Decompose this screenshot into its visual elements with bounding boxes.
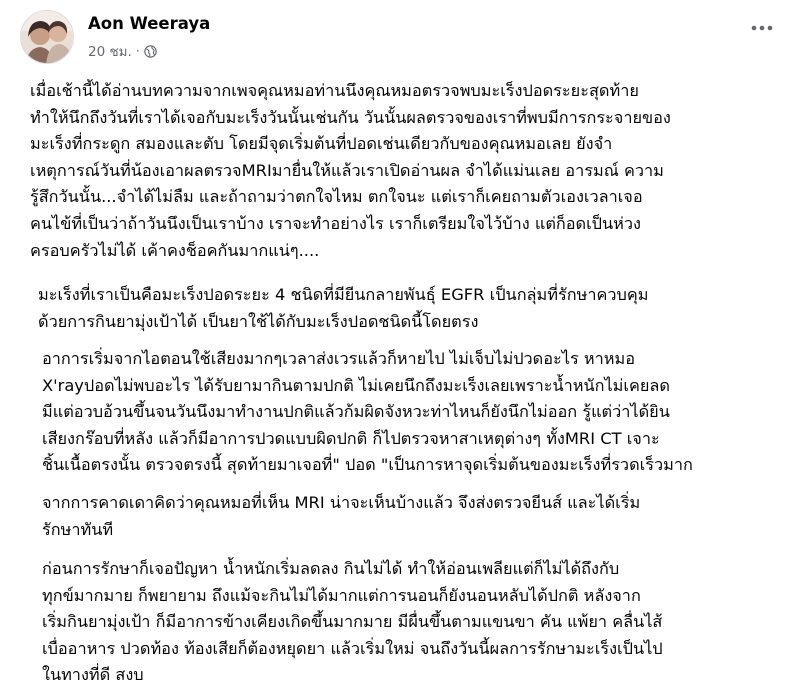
post-header [20,10,780,66]
post-paragraph: จากการคาดเดาคิดว่าคุณหมอที่เห็น MRI น่าจะเห็นบ้างแล้ว จึงส่งตรวจยีนส์ และได้เริ่ม รักษาทันที [42,493,641,539]
author-name[interactable]: Aon Weeraya [88,14,211,33]
avatar-photo [21,11,74,64]
post-paragraph: เมื่อเช้านี้ได้อ่านบทความจากเพจคุณหมอท่านนึงคุณหมอตรวจพบมะเร็งปอดระยะสุดท้าย ทำให้นึกถึงวันที่เราได้เจอกับมะเร็งวันนั้นเช่นกัน วันนั้นผลตรวจของเราที่พบมีการกระจายของ มะเร็งที่กระดูก สมองและตับ โดยมีจุดเริ่มต้นที่ปอดเช่นเดียวกับของคุณหมอเลย ยังจำ เหตุการณ์วันที่น้องเอาผลตรวจMRIมายื่นให้แล้วเราเปิดอ่านผล จำได้แม่นเลย อารมณ์ ความ รู้สึกวันนั้น...จำได้ไม่ลืม และถ้าถามว่าตกใจไหม ตกใจนะ แต่เราก็เคยถามตัวเองเวลาเจอ คนไข้ที่เป็นว่าถ้าวันนึงเป็นเราบ้าง เราจะทำอย่างไร เราก็เตรียมใจไว้บ้าง แต่ก็อดเป็นห่วง ครอบครัวไม่ได้ เค้าคงช็อคกันมากแน่ๆ.... [30,81,671,260]
post-paragraph: อาการเริ่มจากไอตอนใช้เสียงมากๆเวลาส่งเวรแล้วก็หายไป ไม่เจ็บไม่ปวดอะไร หาหมอ X'rayปอดไม่พบอะไร ได้รับยามากินตามปกติ ไม่เคยนึกถึงมะเร็งเลยเพราะน้ำหนักไม่เคยลด มีแต่อวบอ้วนขึ้นจนวันนึงมาทำงานปกติแล้วก้มผิดจังหวะท่าไหนก็ยังนึกไม่ออก รู้แต่ว่าได้ยิน เสียงกร๊อบที่หลัง แล้วก็มีอาการปวดแบบผิดปกติ ก็ไปตรวจหาสาเหตุต่างๆ ทั้งMRI CT เจาะ ชิ้นเนื้อตรงนั้น ตรวจตรงนี้ สุดท้ายมาเจอที่" ปอด "เป็นการหาจุดเริ่มต้นของมะเร็งที่รวดเร็วมาก [42,349,693,475]
meta-separator: · [135,44,140,58]
globe-icon[interactable] [144,45,157,58]
post-paragraph: มะเร็งที่เราเป็นคือมะเร็งปอดระยะ 4 ชนิดที่มียีนกลายพันธุ์ EGFR เป็นกลุ่มที่รักษาควบคุม ด้วยการกินยามุ่งเป้าได้ เป็นยาใช้ได้กับมะเร็งปอดชนิดนี้โดยตรง [38,285,649,331]
post-timestamp[interactable]: 20 ชม. [88,44,132,60]
post-paragraph: ก่อนการรักษาก็เจอปัญหา น้ำหนักเริ่มลดลง กินไม่ได้ ทำให้อ่อนเพลียแต่ก็ไม่ได้ถึงกับ ทุกข์มากมาย ก็พยายาม ถึงแม้จะกินไม่ได้มากแต่การนอนก็ยังนอนหลับได้ปกติ หลังจาก เริ่มกินยามุ่งเป้า ก็มีอาการข้างเคียงเกิดขึ้นมากมาย มีผื่นขึ้นตามแขนขา คัน แพ้ยา คลื่นไส้ เบื่ออาหาร ปวดท้อง ท้องเสียก็ต้องหยุดยา แล้วเริ่มใหม่ จนถึงวันนี้ผลการรักษามะเร็งเป็นไป ในทางที่ดี สงบ [42,559,663,685]
author-avatar[interactable] [20,10,74,64]
post-meta [88,40,157,62]
ellipsis-icon[interactable] [748,18,776,38]
